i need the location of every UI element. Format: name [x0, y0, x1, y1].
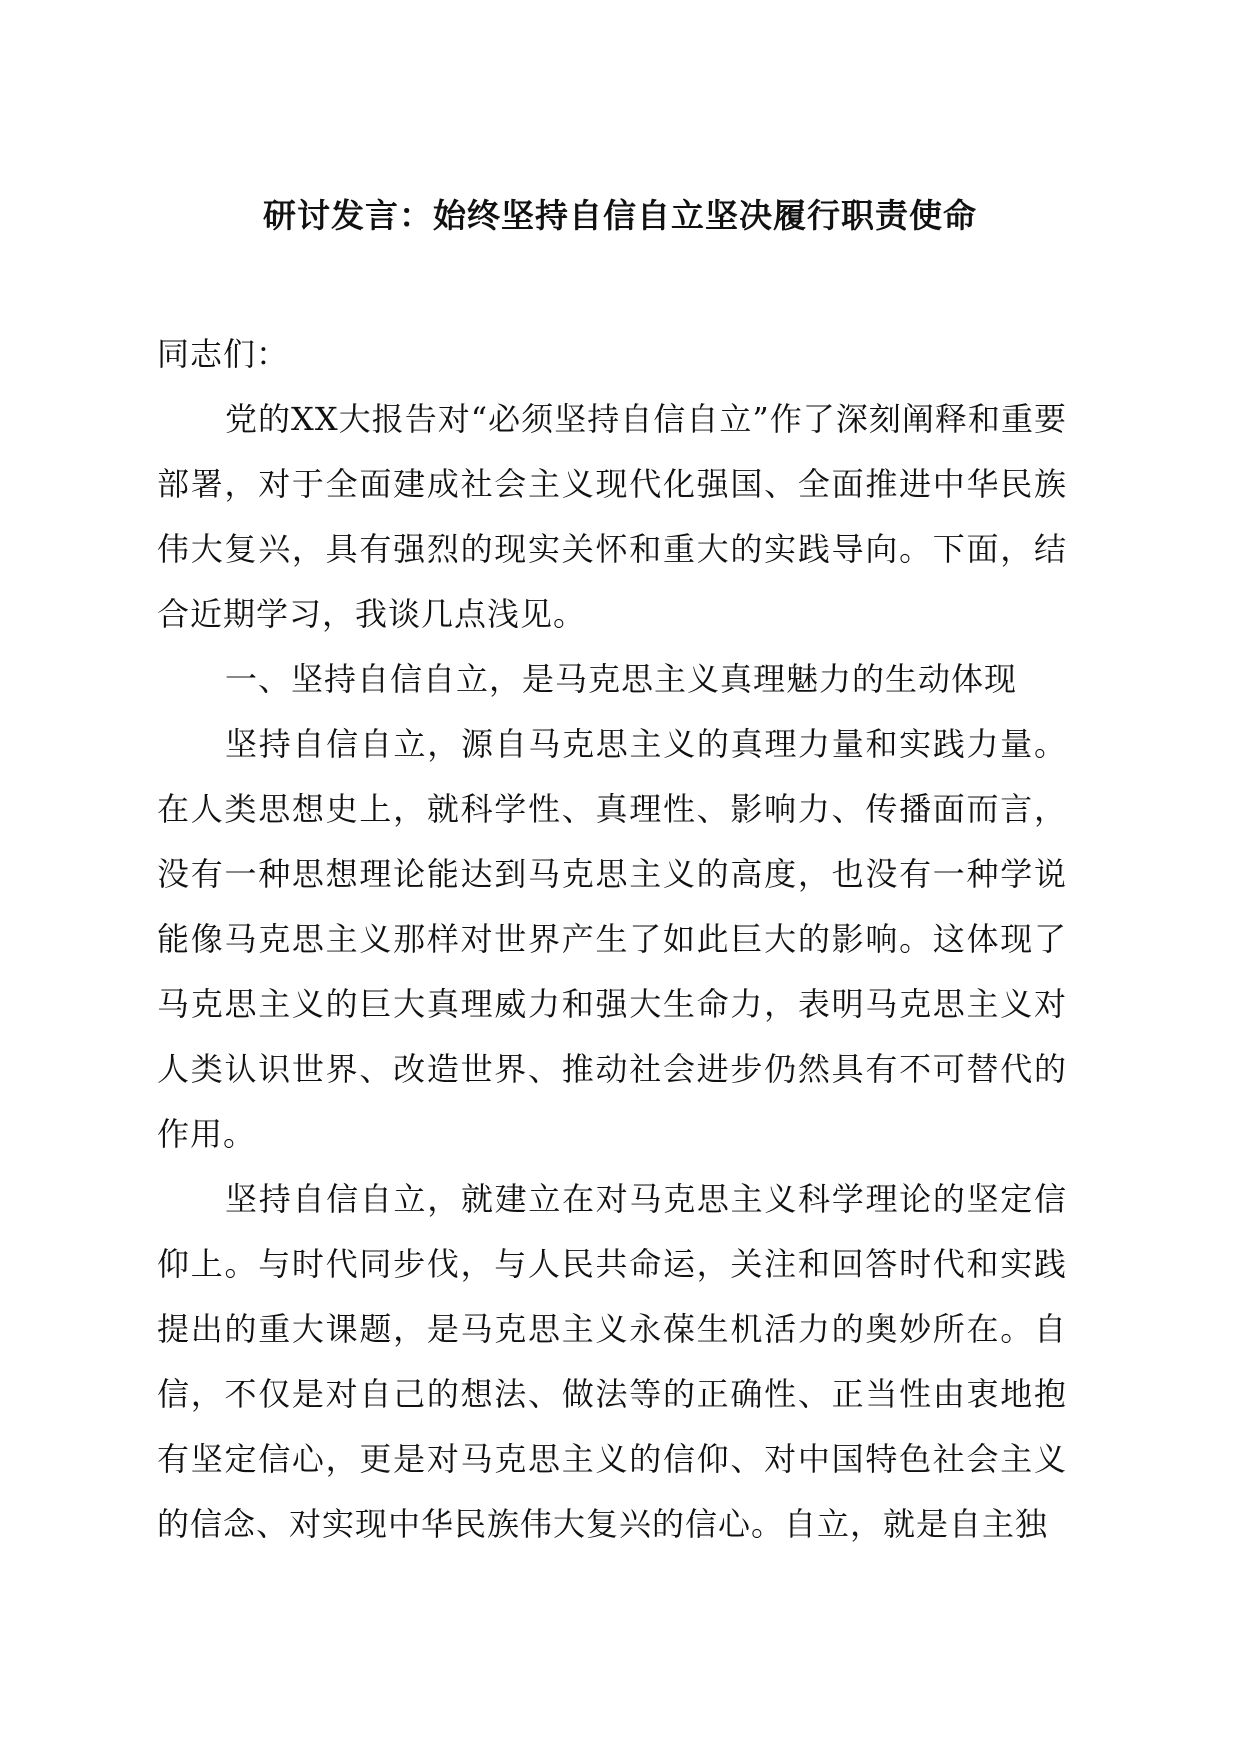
salutation: 同志们：	[157, 335, 290, 373]
document-body	[157, 322, 1067, 1557]
paragraph-truth-power: 坚持自信自立，源自马克思主义的真理力量和实践力量。在人类思想史上，就科学性、真理性、影响力、传播面而言，没有一种思想理论能达到马克思主义的高度，也没有一种学说能像马克思主义那样对世界产生了如此巨大的影响。这体现了马克思主义的巨大真理威力和强大生命力，表明马克思主义对人类认识世界、改造世界、推动社会进步仍然具有不可替代的作用。	[157, 725, 1067, 1153]
document-title: 研讨发言：始终坚持自信自立坚决履行职责使命	[263, 196, 977, 235]
section-heading-one: 一、坚持自信自立，是马克思主义真理魅力的生动体现	[225, 660, 1018, 698]
paragraph-belief: 坚持自信自立，就建立在对马克思主义科学理论的坚定信仰上。与时代同步伐，与人民共命运，关注和回答时代和实践提出的重大课题，是马克思主义永葆生机活力的奥妙所在。自信，不仅是对自己的想法、做法等的正确性、正当性由衷地抱有坚定信心，更是对马克思主义的信仰、对中国特色社会主义的信念、对实现中华民族伟大复兴的信心。自立，就是自主独	[157, 1180, 1067, 1543]
paragraph-intro: 党的XX大报告对“必须坚持自信自立”作了深刻阐释和重要部署，对于全面建成社会主义现代化强国、全面推进中华民族伟大复兴，具有强烈的现实关怀和重大的实践导向。下面，结合近期学习，我谈几点浅见。	[157, 400, 1067, 633]
